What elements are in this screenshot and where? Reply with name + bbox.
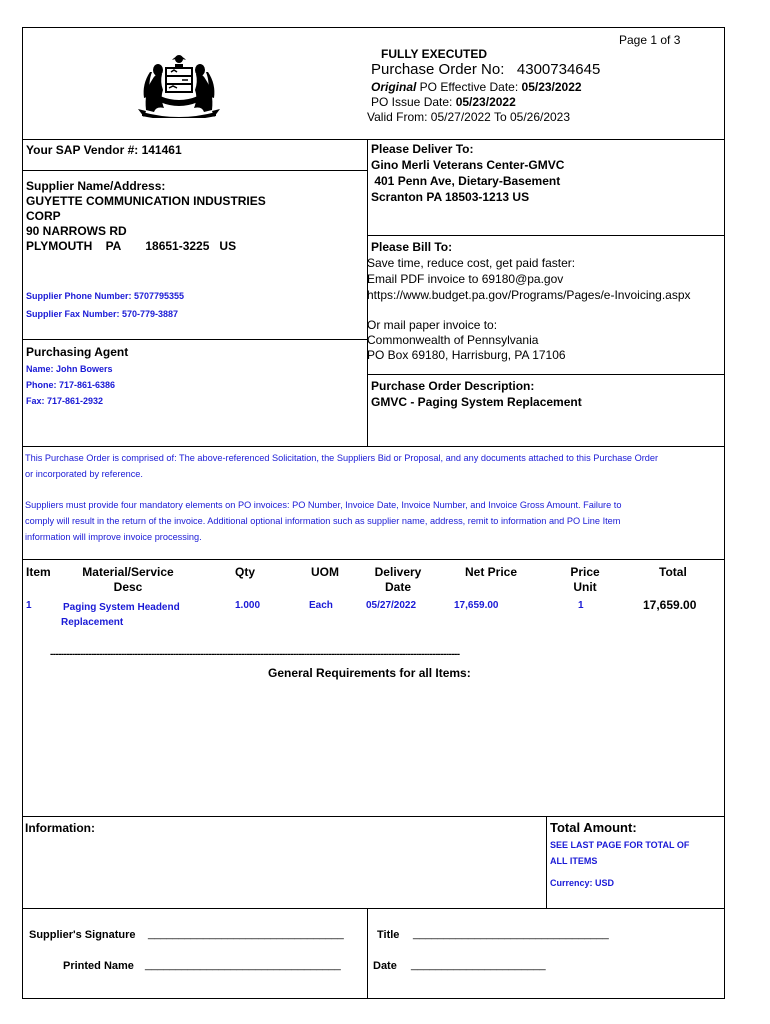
bill-to-mail-line2: PO Box 69180, Harrisburg, PA 17106 bbox=[367, 348, 566, 362]
total-amount-label: Total Amount: bbox=[550, 820, 637, 835]
divider-bill bbox=[367, 374, 725, 375]
agent-phone: Phone: 717-861-6386 bbox=[26, 380, 116, 390]
supplier-phone: Supplier Phone Number: 5707795355 bbox=[26, 291, 185, 301]
bill-to-mail-label: Or mail paper invoice to: bbox=[367, 318, 498, 332]
po-description bbox=[371, 378, 582, 410]
row-delivery-date: 05/27/2022 bbox=[366, 600, 417, 611]
supplier-zip: 18651-3225 US bbox=[145, 239, 237, 253]
row-item-number: 1 bbox=[26, 600, 32, 611]
po-number-label: Purchase Order No: bbox=[371, 61, 505, 78]
information-label: Information: bbox=[25, 821, 95, 835]
see-last-page-note bbox=[550, 837, 689, 869]
supplier-fax: Supplier Fax Number: 570-779-3887 bbox=[26, 309, 179, 319]
col-header-material bbox=[68, 565, 188, 595]
deliver-to-line1: Gino Merli Veterans Center-GMVC bbox=[371, 158, 565, 172]
supplier-address bbox=[26, 179, 266, 254]
divider-deliver bbox=[367, 235, 725, 236]
terms-p2-line3: information will improve invoice processing. bbox=[25, 532, 202, 542]
supplier-name-line1: GUYETTE COMMUNICATION INDUSTRIES bbox=[26, 194, 266, 208]
bill-to-mail bbox=[367, 318, 566, 363]
purchasing-agent-title: Purchasing Agent bbox=[26, 345, 129, 359]
see-last-page-line1: SEE LAST PAGE FOR TOTAL OF bbox=[550, 840, 690, 850]
row-price-unit: 1 bbox=[578, 600, 584, 611]
supplier-signature-line[interactable]: ________________________________ bbox=[148, 928, 344, 940]
terms-paragraph-1 bbox=[25, 450, 658, 482]
col-header-delivery-2: Date bbox=[384, 580, 411, 594]
general-requirements-title: General Requirements for all Items: bbox=[268, 666, 471, 680]
row-description-line1: Paging System Headend bbox=[63, 602, 180, 613]
dashed-separator: ------------------------------------------------------------------------------------------------------------------------------------------------------ bbox=[50, 649, 460, 660]
col-header-price-unit bbox=[560, 565, 610, 595]
effective-label: PO Effective Date: bbox=[416, 80, 522, 94]
terms-p2-line1: Suppliers must provide four mandatory elements on PO invoices: PO Number, Invoice Date, Invoice Number, and Invoice Gross Amount. Failure to bbox=[25, 500, 622, 510]
col-header-delivery bbox=[360, 565, 436, 595]
effective-date: 05/23/2022 bbox=[521, 80, 582, 94]
supplier-street: 90 NARROWS RD bbox=[26, 224, 127, 238]
bill-to-email: Email PDF invoice to 69180@pa.gov bbox=[367, 272, 564, 286]
row-description bbox=[61, 600, 180, 630]
terms-p1-line2: or incorporated by reference. bbox=[25, 469, 143, 479]
row-qty: 1.000 bbox=[235, 600, 261, 611]
divider-header bbox=[22, 139, 725, 140]
divider-footer bbox=[22, 816, 725, 817]
po-description-value: GMVC - Paging System Replacement bbox=[371, 395, 582, 409]
printed-name-line[interactable]: ________________________________ bbox=[145, 959, 341, 971]
issue-date: 05/23/2022 bbox=[455, 95, 516, 109]
supplier-name-label: Supplier Name/Address: bbox=[26, 179, 166, 193]
divider-terms bbox=[22, 446, 725, 447]
po-description-title: Purchase Order Description: bbox=[371, 379, 535, 393]
printed-name-label: Printed Name bbox=[63, 960, 134, 972]
po-issue-date bbox=[371, 95, 516, 109]
divider-agent bbox=[22, 339, 367, 340]
divider-vertical-footer bbox=[546, 816, 547, 908]
col-header-material-2: Desc bbox=[113, 580, 143, 594]
page-number: Page 1 of 3 bbox=[619, 33, 681, 47]
col-header-material-1: Material/Service bbox=[82, 565, 174, 579]
bill-to-url[interactable]: https://www.budget.pa.gov/Programs/Pages/e-Invoicing.aspx bbox=[367, 288, 691, 302]
divider-table bbox=[22, 559, 725, 560]
divider-vertical-signature bbox=[367, 908, 368, 999]
row-net-price: 17,659.00 bbox=[454, 600, 499, 611]
row-uom: Each bbox=[309, 600, 333, 611]
bill-to-title: Please Bill To: bbox=[371, 240, 453, 254]
see-last-page-line2: ALL ITEMS bbox=[550, 856, 598, 866]
deliver-to-line3: Scranton PA 18503-1213 US bbox=[371, 190, 530, 204]
title-line[interactable]: ________________________________ bbox=[413, 928, 609, 940]
state-seal-logo bbox=[138, 52, 220, 118]
agent-name: Name: John Bowers bbox=[26, 364, 113, 374]
po-number-line bbox=[371, 61, 600, 78]
bill-to-line1: Save time, reduce cost, get paid faster: bbox=[367, 256, 576, 270]
col-header-price-unit-2: Unit bbox=[573, 580, 597, 594]
col-header-delivery-1: Delivery bbox=[374, 565, 422, 579]
col-header-price-unit-1: Price bbox=[570, 565, 600, 579]
currency-label: Currency: USD bbox=[550, 878, 615, 888]
deliver-to-block bbox=[371, 141, 564, 205]
row-description-line2: Replacement bbox=[61, 617, 124, 628]
col-header-uom: UOM bbox=[311, 565, 339, 579]
divider-vendor bbox=[22, 170, 367, 171]
status-label: FULLY EXECUTED bbox=[381, 47, 488, 61]
supplier-city-state: PLYMOUTH PA bbox=[26, 239, 122, 253]
title-label: Title bbox=[377, 929, 400, 941]
date-label: Date bbox=[373, 960, 397, 972]
col-header-total: Total bbox=[659, 565, 687, 579]
divider-signature bbox=[22, 908, 725, 909]
agent-contact bbox=[26, 361, 115, 409]
agent-fax: Fax: 717-861-2932 bbox=[26, 396, 104, 406]
terms-p1-line1: This Purchase Order is comprised of: The above-referenced Solicitation, the Suppliers Bid or Proposal, and any documents attached to this Purchase Order bbox=[25, 453, 659, 463]
terms-p2-line2: comply will result in the return of the invoice. Additional optional information such as supplier name, address, remit to information and PO Line Item bbox=[25, 516, 621, 526]
supplier-signature-label: Supplier's Signature bbox=[29, 929, 136, 941]
sap-vendor-number: Your SAP Vendor #: 141461 bbox=[26, 143, 182, 157]
issue-label: PO Issue Date: bbox=[371, 95, 456, 109]
supplier-city-line bbox=[26, 239, 266, 254]
date-line[interactable]: ______________________ bbox=[411, 959, 546, 971]
deliver-to-title: Please Deliver To: bbox=[371, 142, 474, 156]
col-header-net-price: Net Price bbox=[465, 565, 518, 579]
valid-from: Valid From: 05/27/2022 To 05/26/2023 bbox=[367, 110, 571, 124]
deliver-to-line2: 401 Penn Ave, Dietary-Basement bbox=[371, 174, 561, 188]
original-label: Original bbox=[371, 80, 417, 94]
col-header-item: Item bbox=[26, 565, 51, 579]
po-number: 4300734645 bbox=[516, 61, 601, 78]
col-header-qty: Qty bbox=[235, 565, 256, 579]
supplier-name-line2: CORP bbox=[26, 209, 61, 223]
bill-to-info bbox=[367, 255, 691, 303]
bill-to-mail-line1: Commonwealth of Pennsylvania bbox=[367, 333, 539, 347]
terms-paragraph-2 bbox=[25, 497, 621, 545]
row-total: 17,659.00 bbox=[643, 598, 697, 612]
po-effective-date bbox=[371, 80, 582, 94]
